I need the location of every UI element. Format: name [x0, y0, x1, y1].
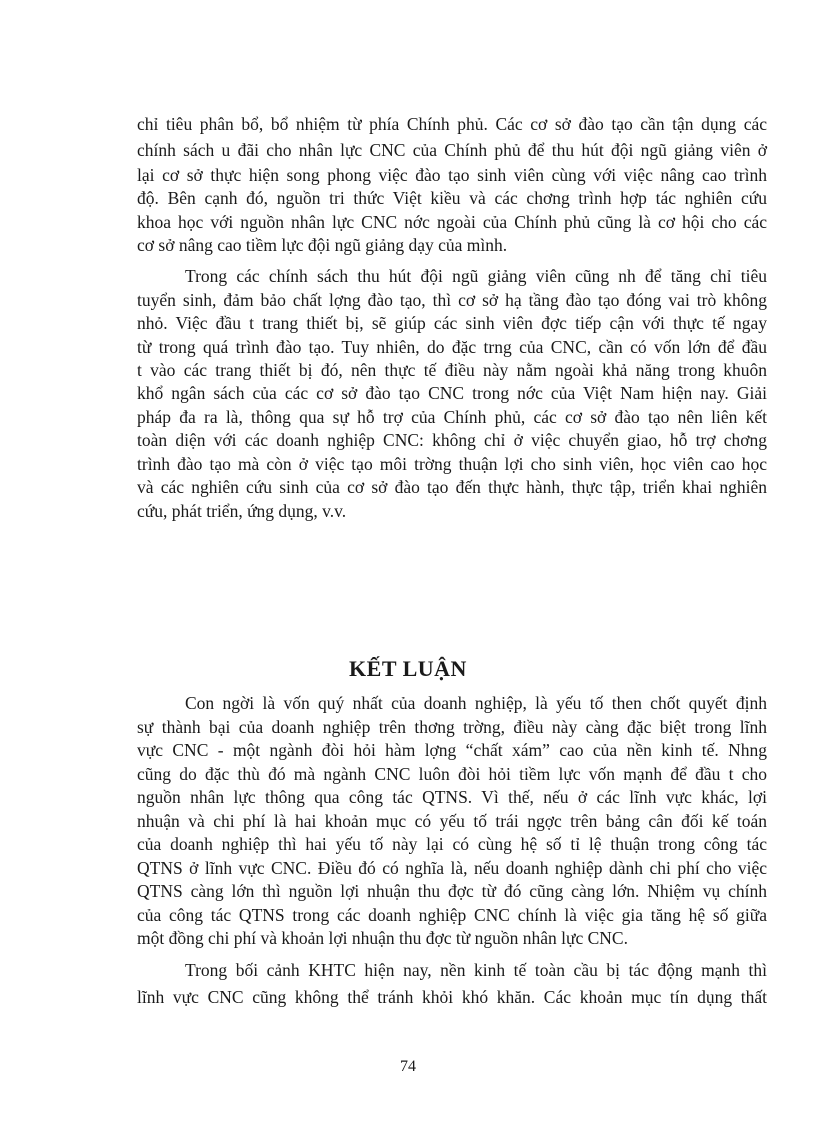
text-line: cũng do đặc thù đó mà ngành CNC luôn đòi hỏi tiềm lực vốn mạnh để đầu t cho — [137, 764, 767, 784]
page-number: 74 — [400, 1058, 416, 1075]
text-line: trình đào tạo mà còn ở việc tạo môi trờng thuận lợi cho sinh viên, học viên cao học — [137, 454, 767, 474]
text-line: chính sách u đãi cho nhân lực CNC của Chính phủ để thu hút đội ngũ giảng viên ở — [137, 140, 767, 160]
text-line: t vào các trang thiết bị đó, nên thực tế điều này nằm ngoài khả năng trong khuôn — [137, 360, 767, 380]
text-line: khổ ngân sách của các cơ sở đào tạo CNC trong nớc của Việt Nam hiện nay. Giải — [137, 383, 767, 403]
text-line: sự thành bại của doanh nghiệp trên thơng trờng, điều này càng đặc biệt trong lĩnh — [137, 717, 767, 737]
text-line: từ trong quá trình đào tạo. Tuy nhiên, do đặc trng của CNC, cần có vốn lớn để đầu — [137, 337, 767, 357]
text-line: nguồn nhân lực thông qua công tác QTNS. Vì thế, nếu ở các lĩnh vực khác, lợi — [137, 787, 767, 807]
section-heading: KẾT LUẬN — [349, 656, 467, 681]
text-line: Trong các chính sách thu hút đội ngũ giảng viên cũng nh để tăng chỉ tiêu — [185, 266, 767, 286]
text-line: lĩnh vực CNC cũng không thể tránh khỏi khó khăn. Các khoản mục tín dụng thất — [137, 987, 767, 1007]
text-line: một đồng chi phí và khoản lợi nhuận thu đợc từ nguồn nhân lực CNC. — [137, 928, 628, 948]
text-line: của công tác QTNS trong các doanh nghiệp CNC chính là việc gia tăng hệ số giữa — [137, 905, 767, 925]
text-line: chỉ tiêu phân bổ, bổ nhiệm từ phía Chính phủ. Các cơ sở đào tạo cần tận dụng các — [137, 114, 767, 134]
text-line: vực CNC - một ngành đòi hỏi hàm lợng “chất xám” cao của nền kinh tế. Nhng — [137, 740, 767, 760]
text-line: Con ngời là vốn quý nhất của doanh nghiệp, là yếu tố then chốt quyết định — [185, 693, 767, 713]
text-line: QTNS càng lớn thì nguồn lợi nhuận thu đợc từ đó cũng càng lớn. Nhiệm vụ chính — [137, 881, 767, 901]
text-line: cứu, phát triển, ứng dụng, v.v. — [137, 501, 347, 521]
text-line: của doanh nghiệp thì hai yếu tố này lại có cùng hệ số tỉ lệ thuận trong công tác — [137, 834, 767, 854]
text-line: QTNS ở lĩnh vực CNC. Điều đó có nghĩa là, nếu doanh nghiệp dành chi phí cho việc — [137, 858, 767, 878]
text-line: Trong bối cảnh KHTC hiện nay, nền kinh tế toàn cầu bị tác động mạnh thì — [185, 960, 767, 980]
text-line: pháp đa ra là, thông qua sự hỗ trợ của Chính phủ, các cơ sở đào tạo nên liên kết — [137, 407, 767, 427]
text-line: khoa học với nguồn nhân lực CNC nớc ngoài của Chính phủ cũng là cơ hội cho các — [137, 212, 767, 232]
text-line: và các nghiên cứu sinh của cơ sở đào tạo đến thực hành, thực tập, triển khai nghiên — [137, 477, 767, 497]
text-line: độ. Bên cạnh đó, nguồn tri thức Việt kiều và các chơng trình hợp tác nghiên cứu — [137, 188, 767, 208]
text-line: cơ sở nâng cao tiềm lực đội ngũ giảng dạy của mình. — [137, 235, 508, 255]
text-line: nhuận và chi phí là hai khoản mục có yếu tố trái ngợc trên bảng cân đối kế toán — [137, 811, 767, 831]
text-line: toàn diện với các doanh nghiệp CNC: không chỉ ở việc chuyển giao, hỗ trợ chơng — [137, 430, 767, 450]
text-line: nhỏ. Việc đầu t trang thiết bị, sẽ giúp các sinh viên đợc tiếp cận với thực tế ngay — [137, 313, 767, 333]
text-line: lại cơ sở thực hiện song phong việc đào tạo sinh viên cùng với việc nâng cao trình — [137, 165, 767, 185]
text-line: tuyển sinh, đảm bảo chất lợng đào tạo, thì cơ sở hạ tầng đào tạo đóng vai trò không — [137, 290, 767, 310]
